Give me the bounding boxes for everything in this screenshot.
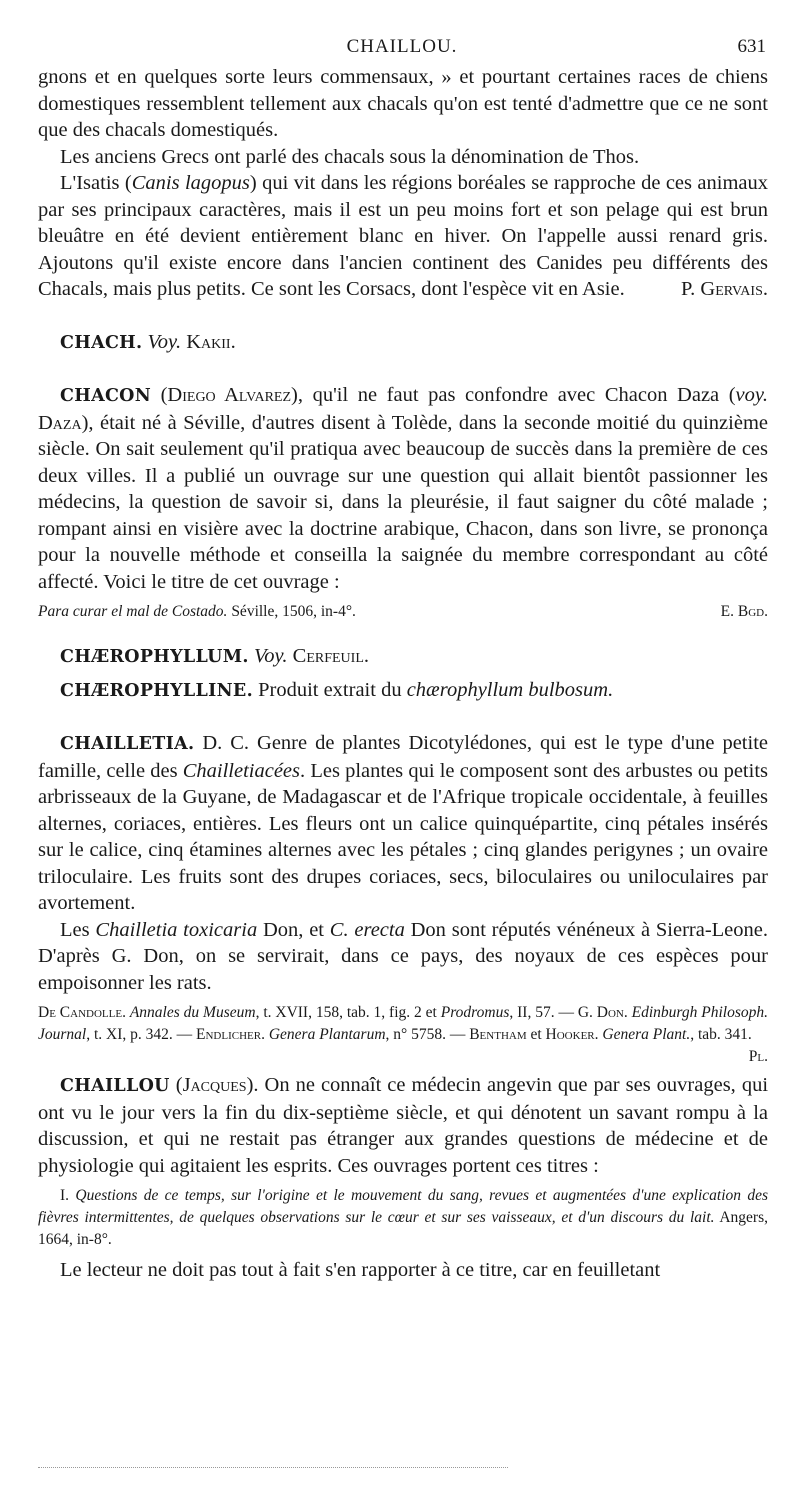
text-run: . xyxy=(122,1004,130,1021)
text-run: , n° 5758. — xyxy=(385,1026,470,1043)
entry-chach xyxy=(38,329,768,357)
text-run: C. erecta xyxy=(329,918,405,941)
text-run: . xyxy=(261,1026,269,1043)
chailletia-paragraph-2 xyxy=(38,917,768,997)
text-run: Hooker xyxy=(545,1026,595,1043)
entry-headword: CHACH. xyxy=(60,332,143,353)
intro-paragraph-3 xyxy=(38,170,768,303)
entry-chaillou xyxy=(38,1072,768,1179)
text-run: Jacques xyxy=(182,1074,247,1096)
text-run: Chailletia toxicaria xyxy=(95,918,258,941)
text-run: Produit extrait du xyxy=(252,678,407,701)
text-run: , t. XVII, 158, tab. 1, fig. 2 et xyxy=(255,1004,441,1021)
entry-headword: CHAILLOU xyxy=(60,1076,170,1096)
text-run: L'Isatis ( xyxy=(60,172,132,194)
chacon-reference xyxy=(38,601,768,623)
page-number: 631 xyxy=(737,36,766,57)
text-run: Cerfeuil. xyxy=(292,645,370,667)
text-run: Voy. xyxy=(253,645,288,667)
text-run: voy. xyxy=(735,384,768,406)
page-body xyxy=(38,64,768,1284)
text-run: Le lecteur ne doit pas tout à fait s'en rapporter à ce titre, car en feuilletant xyxy=(60,1259,661,1281)
text-run: ). On ne connaît ce médecin angevin que par ses ouvrages, qui ont vu le jour vers la fin du dix-septième siècle, et qui dénotent un savant rompu à la discussion, et qui ne restait pas étranger aux grandes questions de médecine et de physiologie qui agitaient les esprits. Ces ouvrages portent ces titres : xyxy=(38,1074,769,1177)
text-run: Kakii. xyxy=(186,330,236,353)
intro-paragraph-2 xyxy=(38,144,768,171)
text-run: . Les plantes qui le composent sont des arbustes ou petits arbrisseaux de la Guyane, de Madagascar et de l'Afrique tropicale occidentale, à feuilles alternes, coriaces, entières. Les fleurs ont un calice quinquépartite, cinq pétales insérés sur le calice, cinq étamines alternes avec les pétales ; cinq glandes perigynes ; un ovaire triloculaire. Les fruits sont des drupes coriaces, secs, biloculaires ou uniloculaires par avortement. xyxy=(38,759,768,914)
text-run: ( xyxy=(169,1074,183,1096)
text-run: I. xyxy=(60,1187,76,1204)
entry-chacon xyxy=(38,382,768,595)
entry-headword: CHÆROPHYLLINE. xyxy=(60,680,253,701)
text-run: Canis lagopus xyxy=(131,172,250,194)
text-run: Prodromus xyxy=(440,1004,510,1021)
running-header xyxy=(38,36,766,64)
entry-headword: CHAILLETIA. xyxy=(60,734,195,754)
text-run: Chailletiacées xyxy=(182,759,301,782)
text-run: . xyxy=(623,1004,632,1021)
entry-headword: CHÆROPHYLLUM. xyxy=(60,647,249,667)
text-run: Angers, 1664, in-8°. xyxy=(38,1209,768,1248)
text-run: Annales du Museum xyxy=(129,1004,256,1021)
signature-gervais: P. Gervais. xyxy=(681,278,768,300)
text-run: Don, et xyxy=(257,918,330,941)
entry-chailletia xyxy=(38,730,768,917)
text-run: ), était né à Séville, d'autres disent à Tolède, dans la seconde moitié du quinzième siècle. On sait seulement qu'il pratiqua avec beaucoup de succès dans la première de ces deux villes. Il a publié un ouvrage sur une question qui allait bientôt passionner les médecins, la question de savoir si, dans la pleurésie, il faut saigner du côté malade ; rompant ainsi en visière avec la doctrine arabique, Chacon, dans son livre, se prononça pour la nouvelle méthode et conseilla la saignée du membre correspondant au côté affecté. Voici le titre de cet ouvrage : xyxy=(38,411,768,593)
text-run: Genera Plant. xyxy=(602,1026,691,1043)
text-run: ) qui vit dans les régions boréales se rapproche de ces animaux par ses principaux caractères, mais il est un peu moins fort et son pelage qui est brun bleuâtre en été devient entièrement blanc en hiver. On l'appelle aussi renard gris. Ajoutons qu'il existe encore dans l'ancien continent des Canides peu différents des Chacals, mais plus petits. Ce sont les Corsacs, dont l'espèce vit en Asie. xyxy=(38,172,768,300)
text-run: Don xyxy=(596,1004,624,1021)
intro-paragraph-1 xyxy=(38,64,768,144)
text-run: Para curar el mal de Costado. xyxy=(38,603,228,620)
text-run: Voy. xyxy=(147,330,182,353)
text-run: Daza xyxy=(38,411,82,434)
chaillou-reference xyxy=(38,1185,768,1251)
text-run: Edinburgh Philosoph. Journal xyxy=(38,1004,769,1043)
text-run: Genera Plantarum xyxy=(268,1026,386,1043)
text-run: gnons et en quelques sorte leurs commensaux, » et pourtant certaines races de chiens domestiques ressemblent tellement aux chacals qu'on est tenté d'admettre que ce ne sont que des chacals domestiqués. xyxy=(38,66,768,141)
text-run: Diego Alvarez xyxy=(167,384,292,406)
text-run: ), qu'il ne faut pas confondre avec Chacon Daza ( xyxy=(291,384,736,406)
text-run: Questions de ce temps, sur l'origine et le mouvement du sang, revues et augmentées d'une explication des fièvres intermittentes, de quelques observations sur le cœur et sur ses vaisseaux, et d'un discours du lait. xyxy=(38,1187,769,1226)
entry-chaerophyllum xyxy=(38,643,768,671)
text-run: D. C. Genre de plantes Dicotylédones, qui est le type d'une petite famille, celle des xyxy=(38,732,768,782)
text-run: Bentham xyxy=(469,1026,527,1043)
text-run: . xyxy=(594,1026,603,1043)
entry-headword: CHACON xyxy=(60,386,152,406)
chaillou-paragraph-2 xyxy=(38,1257,768,1284)
signature-pl: Pl. xyxy=(748,1048,768,1065)
text-run: Don sont réputés vénéneux à Sierra-Leone. D'après G. Don, on se servirait, dans ce pays, des noyaux de ces espèces pour empoisonner les rats. xyxy=(38,918,768,994)
text-run: chærophyllum bulbosum. xyxy=(406,678,614,701)
running-title: CHAILLOU. xyxy=(346,36,458,57)
text-run: et xyxy=(526,1026,546,1043)
text-run: De Candolle xyxy=(38,1004,123,1021)
text-run: Les anciens Grecs ont parlé des chacals sous la dénomination de Thos. xyxy=(60,145,640,168)
text-run: , II, 57. — G. xyxy=(509,1004,597,1021)
entry-chaerophylline xyxy=(38,677,768,705)
signature-bgd: E. Bgd. xyxy=(720,603,768,620)
text-run: ( xyxy=(151,384,168,406)
text-run: Séville, 1506, in-4°. xyxy=(227,603,356,620)
footer-rule xyxy=(38,1467,508,1468)
text-run: , tab. 341. xyxy=(690,1026,752,1043)
text-run: , t. XI, p. 342. — xyxy=(86,1026,197,1043)
text-run: Endlicher xyxy=(196,1026,262,1043)
chailletia-references xyxy=(38,1002,769,1065)
text-run: Les xyxy=(60,918,96,941)
